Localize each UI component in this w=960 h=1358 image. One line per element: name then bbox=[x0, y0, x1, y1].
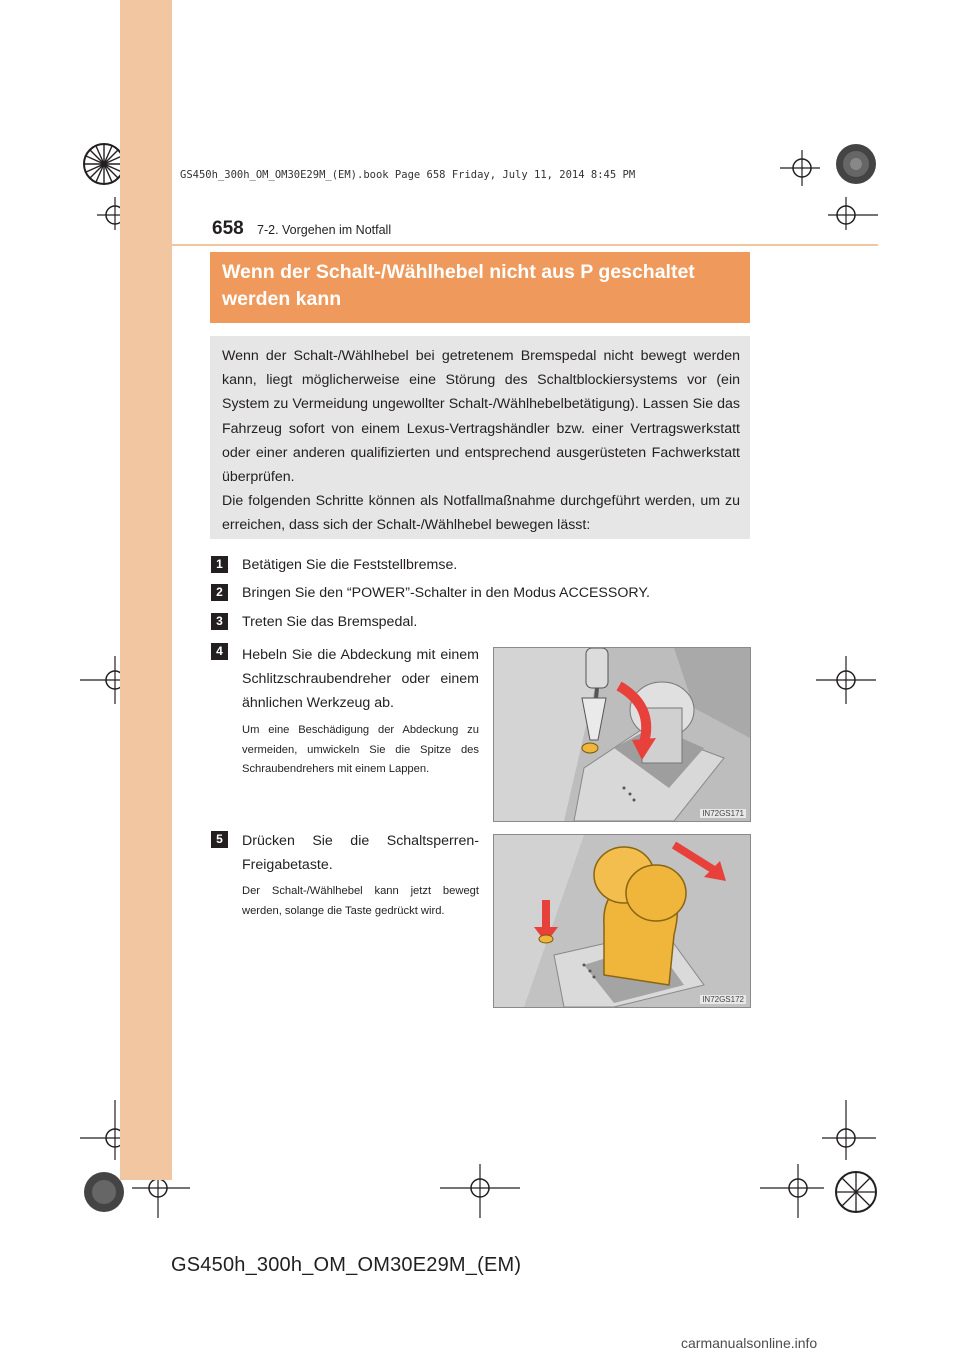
crop-mark-right-middle bbox=[816, 650, 876, 710]
step-5-text: Drücken Sie die Schaltsperren-Freigabetaste. bbox=[242, 833, 479, 873]
watermark: carmanualsonline.info bbox=[681, 1335, 818, 1351]
crop-mark-bottom-center bbox=[440, 1160, 520, 1220]
page-number: 658 bbox=[212, 218, 244, 239]
step-1-text: Betätigen Sie die Feststellbremse. bbox=[242, 557, 458, 573]
screwdriver-cover-illustration bbox=[493, 647, 751, 822]
image-code-1: IN72GS171 bbox=[702, 809, 744, 818]
step-3-badge: 3 bbox=[211, 613, 228, 630]
intro-paragraph-1: Wenn der Schalt-/Wählhebel bei getretenem Bremspedal nicht bewegt werden kann, liegt möglicherweise eine Störung des Schaltblockiersystems vor (ein System zu Vermeidung ungewollter Schalt-/Wählhebelbetätigung). Lassen Sie das Fahrzeug sofort von einem Lexus-Vertragshändler bzw. einer Vertragswerkstatt oder einer anderen qualifizierten und entsprechend ausgerüsteten Fachwerkstatt überprüfen. bbox=[222, 348, 740, 486]
breadcrumb: 7-2. Vorgehen im Notfall bbox=[257, 223, 392, 237]
crop-mark-bottom-right bbox=[760, 1100, 880, 1220]
step-3-text: Treten Sie das Bremspedal. bbox=[242, 614, 418, 630]
intro-paragraph-2: Die folgenden Schritte können als Notfallmaßnahme durchgeführt werden, um zu erreichen, dass sich der Schalt-/Wählhebel bewegen lässt: bbox=[222, 493, 740, 534]
section-title bbox=[210, 252, 750, 323]
step-5-note: Der Schalt-/Wählhebel kann jetzt bewegt werden, solange die Taste gedrückt wird. bbox=[242, 885, 479, 917]
header-rule bbox=[120, 244, 878, 246]
crop-mark-top-right bbox=[780, 140, 880, 230]
section-title-line-1: Wenn der Schalt-/Wählhebel nicht aus P geschaltet bbox=[222, 261, 695, 283]
image-code-2: IN72GS172 bbox=[702, 995, 744, 1004]
step-4-badge: 4 bbox=[211, 643, 228, 660]
side-color-band bbox=[120, 0, 172, 1180]
step-2-badge: 2 bbox=[211, 584, 228, 601]
release-button-illustration bbox=[493, 834, 751, 1008]
book-info-line: GS450h_300h_OM_OM30E29M_(EM).book Page 658 Friday, July 11, 2014 8:45 PM bbox=[180, 169, 636, 181]
section-title-line-2: werden kann bbox=[222, 288, 342, 310]
step-4-text: Hebeln Sie die Abdeckung mit einem Schlitzschraubendreher oder einem ähnlichen Werkzeug ab. bbox=[242, 647, 479, 711]
step-4-note: Um eine Beschädigung der Abdeckung zu vermeiden, umwickeln Sie die Spitze des Schraubendrehers mit einem Lappen. bbox=[242, 724, 479, 775]
intro-box bbox=[210, 336, 750, 539]
step-2-text: Bringen Sie den “POWER”-Schalter in den Modus ACCESSORY. bbox=[242, 585, 650, 601]
step-1-badge: 1 bbox=[211, 556, 228, 573]
step-5-badge: 5 bbox=[211, 831, 228, 848]
footer-document-code: GS450h_300h_OM_OM30E29M_(EM) bbox=[171, 1254, 522, 1276]
